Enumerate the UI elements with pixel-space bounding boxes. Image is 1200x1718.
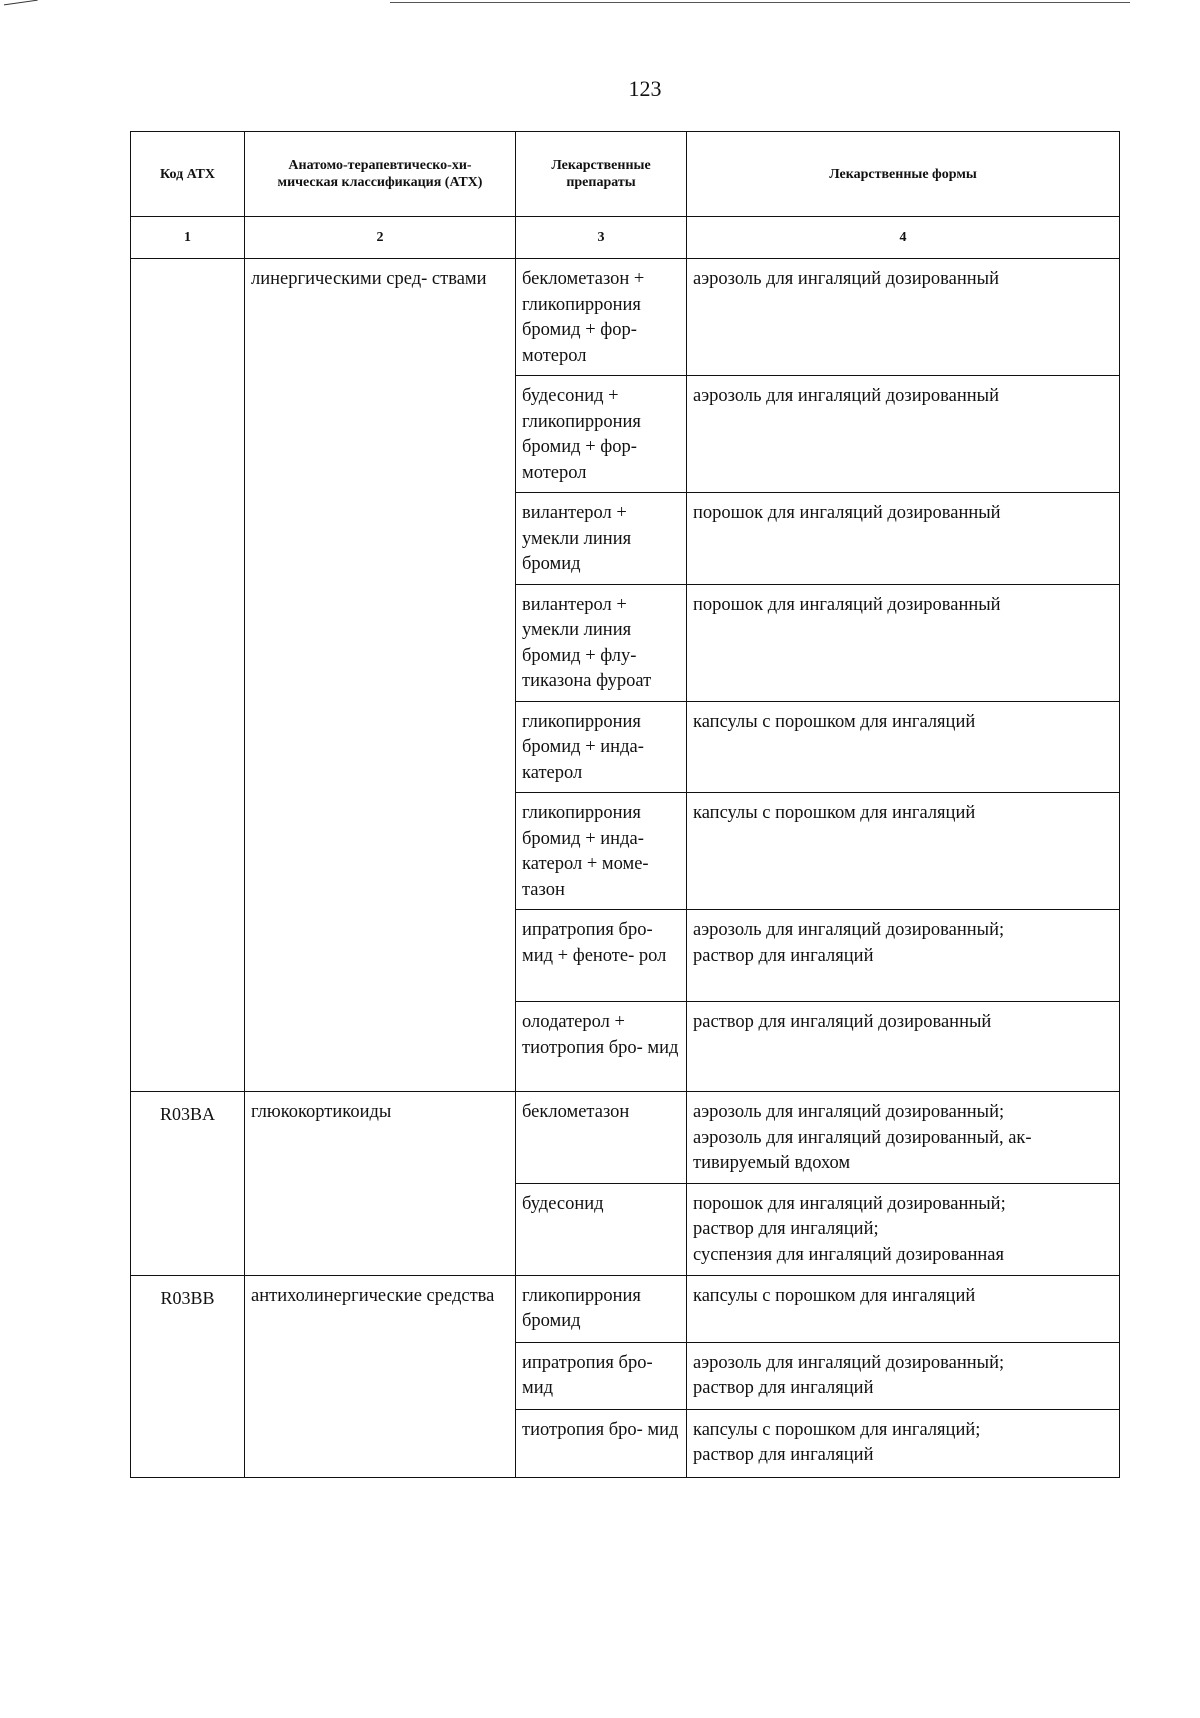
header-drugs: Лекарственные препараты	[516, 132, 687, 217]
drug-name: вилантерол + умекли линия бромид + флу- тиказона фуроат	[516, 584, 687, 701]
table-row	[131, 1275, 1120, 1342]
dosage-forms	[687, 793, 1120, 910]
dosage-form-line: суспензия для ингаляций дозированная	[693, 1244, 1004, 1265]
dosage-form-line: аэрозоль для ингаляций дозированный;	[693, 1352, 1005, 1373]
dosage-forms	[687, 701, 1120, 793]
drug-name: гликопиррония бромид	[516, 1275, 687, 1342]
atc-table	[130, 131, 1119, 1478]
dosage-form-line: аэрозоль для ингаляций дозированный	[693, 386, 999, 406]
dosage-form-line: аэрозоль для ингаляций дозированный;	[693, 920, 1005, 940]
dosage-forms	[687, 1275, 1120, 1342]
header-code: Код АТХ	[131, 132, 245, 217]
dosage-forms	[687, 1409, 1120, 1477]
table-header-row	[131, 132, 1120, 217]
drug-name: тиотропия бро- мид	[516, 1409, 687, 1477]
drug-name: будесонид	[516, 1183, 687, 1275]
dosage-form-line: капсулы с порошком для ингаляций	[693, 803, 976, 823]
dosage-forms	[687, 376, 1120, 493]
dosage-forms	[687, 493, 1120, 585]
atc-code: R03BA	[131, 1092, 245, 1276]
column-number: 1	[131, 217, 245, 259]
dosage-form-line: раствор для ингаляций	[693, 945, 874, 966]
dosage-forms	[687, 259, 1120, 376]
drug-name: олодатерол + тиотропия бро- мид	[516, 1002, 687, 1092]
drug-name: ипратропия бро- мид + феноте- рол	[516, 910, 687, 1002]
dosage-form-line: раствор для ингаляций	[693, 1378, 874, 1398]
drug-name: будесонид + гликопиррония бромид + фор- мотерол	[516, 376, 687, 493]
atc-code: R03BB	[131, 1275, 245, 1477]
column-number: 4	[687, 217, 1120, 259]
dosage-forms	[687, 584, 1120, 701]
dosage-forms	[687, 910, 1120, 1002]
scan-edge-line	[390, 2, 1130, 3]
header-forms: Лекарственные формы	[687, 132, 1120, 217]
table-body	[131, 259, 1120, 1478]
dosage-form-line: капсулы с порошком для ингаляций	[693, 1285, 976, 1306]
drug-name: беклометазон + гликопиррония бромид + фор- мотерол	[516, 259, 687, 376]
column-number: 3	[516, 217, 687, 259]
header-classification: Анатомо-терапевтическо-хи- мическая классификация (АТХ)	[245, 132, 516, 217]
dosage-forms	[687, 1002, 1120, 1092]
drug-name: вилантерол + умекли линия бромид	[516, 493, 687, 585]
dosage-forms	[687, 1183, 1120, 1275]
table-row	[131, 1092, 1120, 1184]
dosage-form-line: аэрозоль для ингаляций дозированный	[693, 269, 999, 289]
drug-name: ипратропия бро- мид	[516, 1342, 687, 1409]
dosage-form-line: аэрозоль для ингаляций дозированный, ак- тивируемый вдохом	[693, 1127, 1032, 1173]
column-number: 2	[245, 217, 516, 259]
dosage-form-line: капсулы с порошком для ингаляций	[693, 711, 976, 732]
dosage-forms	[687, 1092, 1120, 1184]
atc-classification: антихолинергические средства	[245, 1275, 516, 1477]
dosage-form-line: порошок для ингаляций дозированный	[693, 594, 1001, 615]
atc-code	[131, 259, 245, 1092]
dosage-forms	[687, 1342, 1120, 1409]
dosage-form-line: раствор для ингаляций дозированный	[693, 1012, 992, 1032]
dosage-form-line: раствор для ингаляций;	[693, 1219, 879, 1239]
drug-name: беклометазон	[516, 1092, 687, 1184]
drug-name: гликопиррония бромид + инда- катерол	[516, 701, 687, 793]
scan-artifact	[4, 0, 38, 8]
dosage-form-line: порошок для ингаляций дозированный;	[693, 1193, 1006, 1214]
drug-name: гликопиррония бромид + инда- катерол + моме- тазон	[516, 793, 687, 910]
page-number: 123	[628, 76, 662, 101]
dosage-form-line: капсулы с порошком для ингаляций;	[693, 1419, 981, 1440]
atc-classification: линергическими сред- ствами	[245, 259, 516, 1092]
dosage-form-line: порошок для ингаляций дозированный	[693, 503, 1001, 523]
dosage-form-line: раствор для ингаляций	[693, 1445, 874, 1465]
atc-classification: глюкокортикоиды	[245, 1092, 516, 1276]
table-row	[131, 259, 1120, 376]
column-number-row	[131, 217, 1120, 259]
dosage-form-line: аэрозоль для ингаляций дозированный;	[693, 1102, 1005, 1122]
